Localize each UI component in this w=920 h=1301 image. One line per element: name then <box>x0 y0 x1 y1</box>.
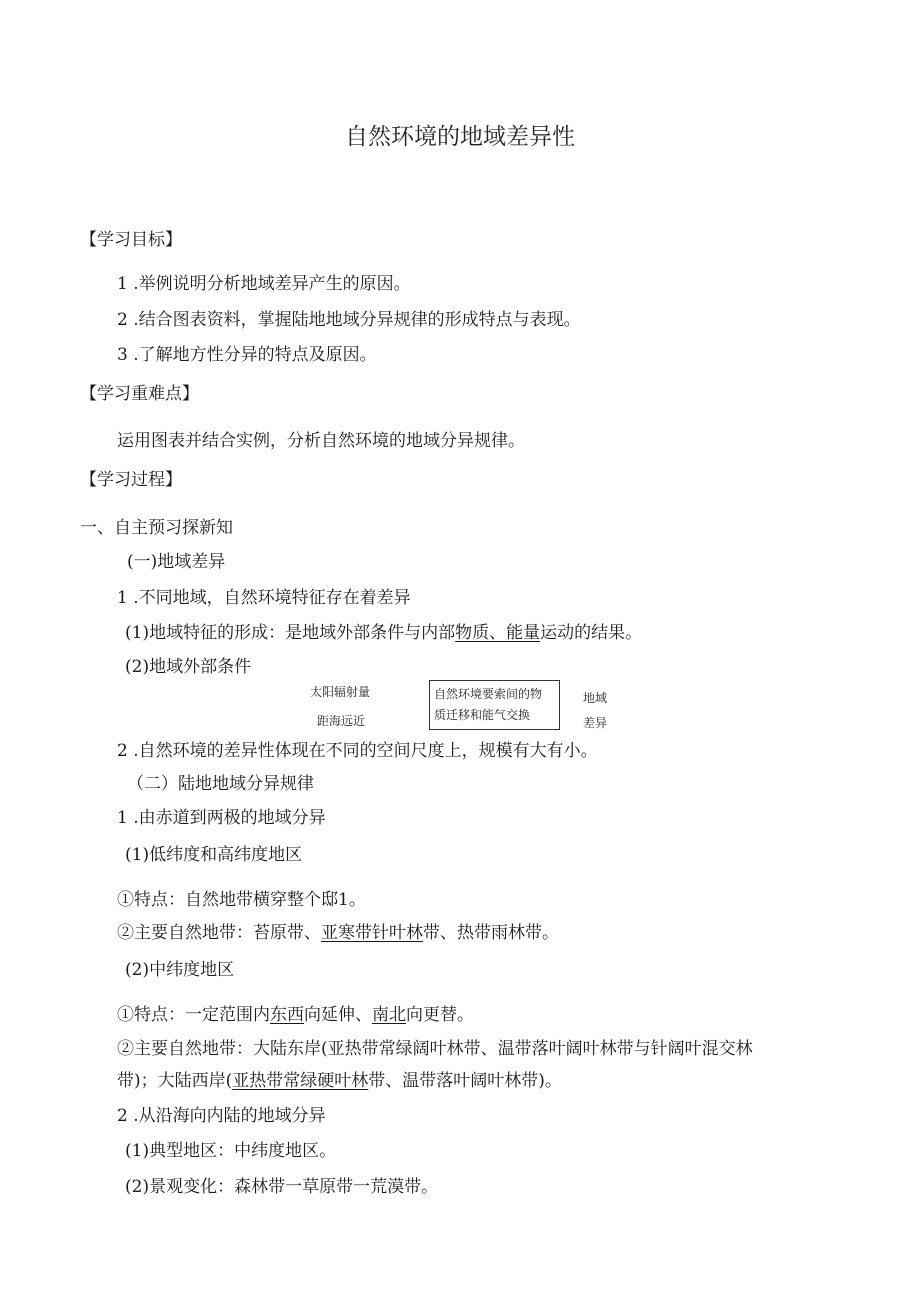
point-2a: (1)典型地区：中纬度地区。 <box>125 1141 337 1161</box>
paragraph-1: 1 .不同地域，自然环境特征存在着差异 <box>117 588 411 608</box>
point-1a-zones-text-end: 带、热带雨林带。 <box>423 923 559 943</box>
point-1: 1 .由赤道到两极的地域分异 <box>117 808 326 828</box>
point-1b-feature <box>117 1004 474 1026</box>
paragraph-1a-text: (1)地域特征的形成：是地域外部条件与内部 <box>125 623 456 643</box>
diagram-label-distance: 距海远近 <box>317 714 366 728</box>
process-heading: 【学习过程】 <box>80 470 182 490</box>
point-1b-feature-text-end: 向更替。 <box>406 1005 474 1025</box>
diagram-label-difference: 差异 <box>583 716 608 730</box>
page-title: 自然环境的地域差异性 <box>345 124 575 150</box>
underlined-term: 亚寒带针叶林 <box>321 923 423 943</box>
point-1a-zones-text: ②主要自然地带：苔原带、 <box>117 923 321 943</box>
point-1a-zones <box>117 922 559 944</box>
point-1b-zones-line-2 <box>117 1070 562 1092</box>
point-1b-zones-text-end: 带、温带落叶阔叶林带)。 <box>368 1071 562 1091</box>
key-points-text: 运用图表并结合实例，分析自然环境的地域分异规律。 <box>117 431 525 451</box>
point-1a: (1)低纬度和高纬度地区 <box>125 845 303 865</box>
key-points-heading: 【学习重难点】 <box>80 384 199 404</box>
underlined-term: 亚热带常绿硬叶林 <box>232 1071 369 1091</box>
section-1-heading: 一、自主预习探新知 <box>80 518 233 538</box>
underlined-term: 南北 <box>372 1005 406 1025</box>
underlined-term: 物质、能量 <box>455 623 541 643</box>
paragraph-1a-text-end: 运动的结果。 <box>540 623 643 643</box>
point-2: 2 .从沿海向内陆的地域分异 <box>117 1106 326 1126</box>
point-1b-feature-text: ①特点：一定范围内 <box>117 1005 270 1025</box>
point-1b-zones-text: 带)；大陆西岸( <box>117 1071 233 1091</box>
point-1a-feature: ①特点：自然地带横穿整个邸1。 <box>117 890 366 910</box>
paragraph-1b: (2)地域外部条件 <box>125 657 252 677</box>
point-1b-zones-line-1: ②主要自然地带：大陆东岸(亚热带常绿阔叶林带、温带落叶阔叶林带与针阔叶混交林 <box>117 1039 753 1059</box>
point-1b-feature-text-mid: 向延伸、 <box>304 1005 372 1025</box>
underlined-term: 东西 <box>270 1005 304 1025</box>
objective-item-2: 2 .结合图表资料，掌握陆地地域分异规律的形成特点与表现。 <box>117 310 581 330</box>
objectives-heading: 【学习目标】 <box>80 230 182 250</box>
subsection-2-heading: （二）陆地地域分异规律 <box>127 774 314 794</box>
diagram-box <box>429 680 560 730</box>
paragraph-2: 2 .自然环境的差异性体现在不同的空间尺度上，规模有大有小。 <box>117 741 598 761</box>
point-2b: (2)景观变化：森林带一草原带一荒漠带。 <box>125 1177 439 1197</box>
diagram-label-solar: 太阳辐射量 <box>310 685 371 699</box>
objective-item-1: 1 .举例说明分析地域差异产生的原因。 <box>117 274 411 294</box>
subsection-1-heading: (一)地域差异 <box>127 552 226 572</box>
diagram-label-region: 地域 <box>583 691 608 705</box>
objective-item-3: 3 .了解地方性分异的特点及原因。 <box>117 345 377 365</box>
paragraph-1a <box>125 622 642 644</box>
diagram-box-line-1: 自然环境要索间的物 <box>434 687 543 701</box>
diagram-box-line-2: 质迁移和能气交换 <box>434 708 531 722</box>
point-1b: (2)中纬度地区 <box>125 960 235 980</box>
